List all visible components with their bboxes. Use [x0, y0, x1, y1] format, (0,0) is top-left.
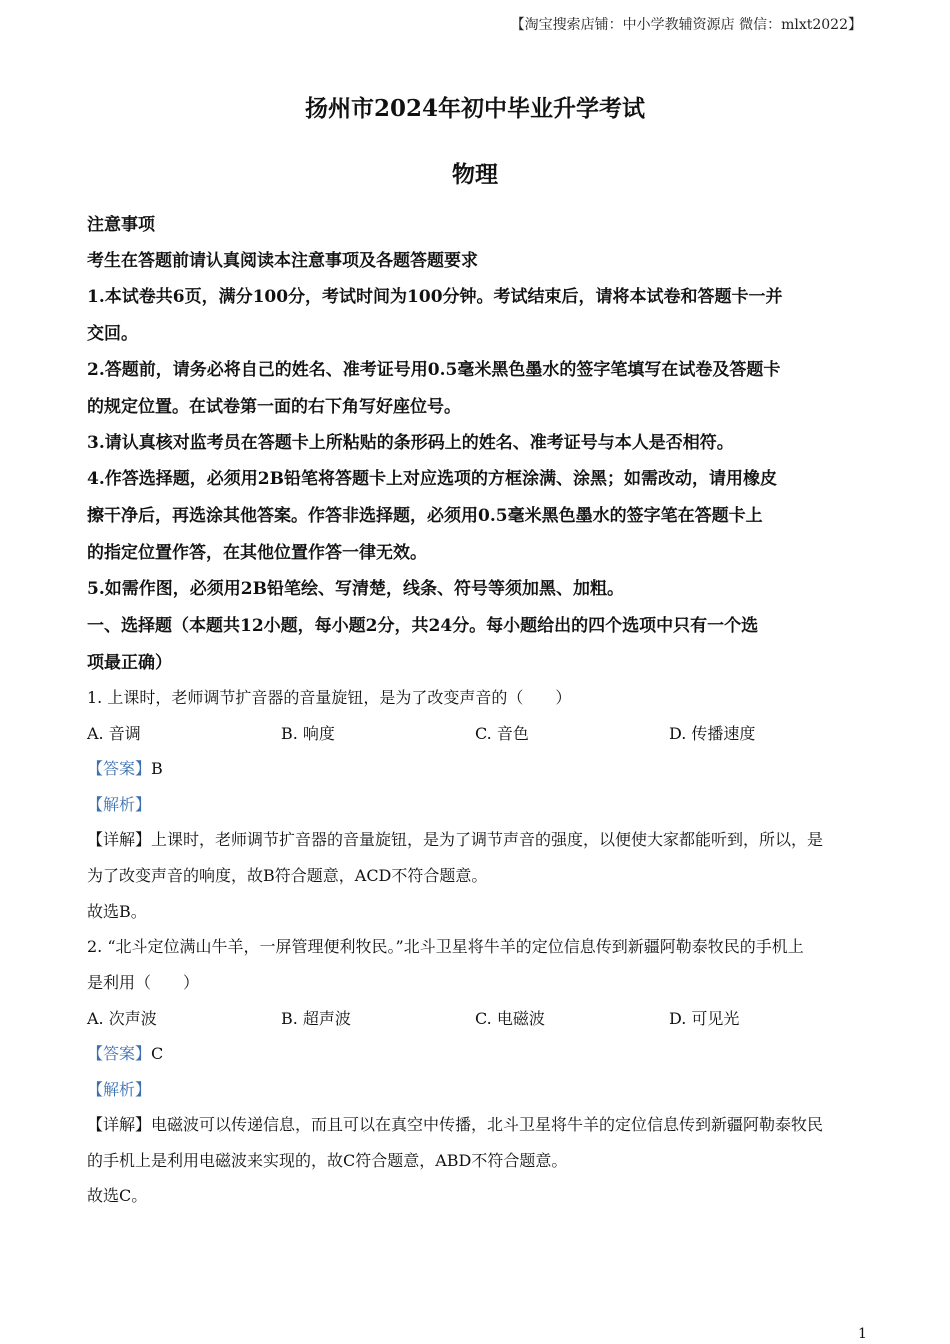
- section-heading-cont: 项最正确）: [87, 653, 172, 673]
- q2-answer-value: C: [151, 1044, 164, 1063]
- q1-conclusion: 故选B。: [87, 902, 147, 921]
- answer-tag: 【答案】: [87, 1044, 152, 1063]
- q2-analysis-tag: 【解析】: [87, 1080, 152, 1099]
- q2-stem-cont: 是利用（ ）: [87, 973, 200, 992]
- detail-tag: 【详解】: [87, 830, 152, 849]
- notice-line: 4.作答选择题，必须用2B铅笔将答题卡上对应选项的方框涂满、涂黑；如需改动，请用橡皮: [87, 469, 777, 489]
- notice-line: 交回。: [87, 324, 138, 344]
- q2-option-a: A. 次声波: [87, 1009, 157, 1028]
- subject-title: 物理: [452, 161, 498, 188]
- notice-line: 擦干净后，再选涂其他答案。作答非选择题，必须用0.5毫米黑色墨水的签字笔在答题卡上: [87, 506, 763, 526]
- q2-answer: [87, 1041, 862, 1064]
- q1-option-a: A. 音调: [87, 724, 141, 743]
- notice-line: 考生在答题前请认真阅读本注意事项及各题答题要求: [87, 251, 478, 271]
- q2-detail-text: 电磁波可以传递信息，而且可以在真空中传播，北斗卫星将牛羊的定位信息传到新疆阿勒泰牧民: [151, 1115, 824, 1134]
- header-banner: 【淘宝搜索店铺：中小学教辅资源店 微信：mlxt2022】: [510, 17, 862, 33]
- q1-analysis-tag: 【解析】: [87, 795, 152, 814]
- q2-option-b: B. 超声波: [281, 1009, 351, 1028]
- q2-detail: [87, 1112, 862, 1135]
- q1-option-b: B. 响度: [281, 724, 335, 743]
- q1-stem: 1. 上课时，老师调节扩音器的音量旋钮，是为了改变声音的（ ）: [87, 688, 572, 707]
- notice-line: 的指定位置作答，在其他位置作答一律无效。: [87, 543, 427, 563]
- q1-option-c: C. 音色: [475, 724, 529, 743]
- exam-title: 扬州市2024年初中毕业升学考试: [304, 95, 645, 122]
- notice-heading: 注意事项: [87, 215, 155, 235]
- page-number: 1: [858, 1326, 867, 1342]
- notice-line: 1.本试卷共6页，满分100分，考试时间为100分钟。考试结束后，请将本试卷和答题卡一并: [87, 287, 783, 307]
- q2-detail-cont: 的手机上是利用电磁波来实现的，故C符合题意，ABD不符合题意。: [87, 1151, 568, 1170]
- q1-detail-text: 上课时，老师调节扩音器的音量旋钮，是为了调节声音的强度，以便使大家都能听到，所以，是: [151, 830, 824, 849]
- notice-line: 的规定位置。在试卷第一面的右下角写好座位号。: [87, 397, 461, 417]
- notice-line: 2.答题前，请务必将自己的姓名、准考证号用0.5毫米黑色墨水的签字笔填写在试卷及答题卡: [87, 360, 781, 380]
- notice-line: 3.请认真核对监考员在答题卡上所粘贴的条形码上的姓名、准考证号与本人是否相符。: [87, 433, 734, 453]
- q1-detail: [87, 827, 862, 850]
- q1-answer: [87, 756, 862, 779]
- q1-detail-cont: 为了改变声音的响度，故B符合题意，ACD不符合题意。: [87, 866, 488, 885]
- q1-option-d: D. 传播速度: [669, 724, 756, 743]
- q1-answer-value: B: [151, 759, 163, 778]
- detail-tag: 【详解】: [87, 1115, 152, 1134]
- answer-tag: 【答案】: [87, 759, 152, 778]
- notice-line: 5.如需作图，必须用2B铅笔绘、写清楚，线条、符号等须加黑、加粗。: [87, 579, 624, 599]
- section-heading: 一、选择题（本题共12小题，每小题2分，共24分。每小题给出的四个选项中只有一个选: [87, 616, 759, 636]
- q2-stem: 2. “北斗定位满山牛羊，一屏管理便利牧民。”北斗卫星将牛羊的定位信息传到新疆阿勒泰牧民的手机上: [87, 937, 804, 956]
- q2-option-c: C. 电磁波: [475, 1009, 545, 1028]
- q2-option-d: D. 可见光: [669, 1009, 740, 1028]
- q2-conclusion: 故选C。: [87, 1186, 148, 1205]
